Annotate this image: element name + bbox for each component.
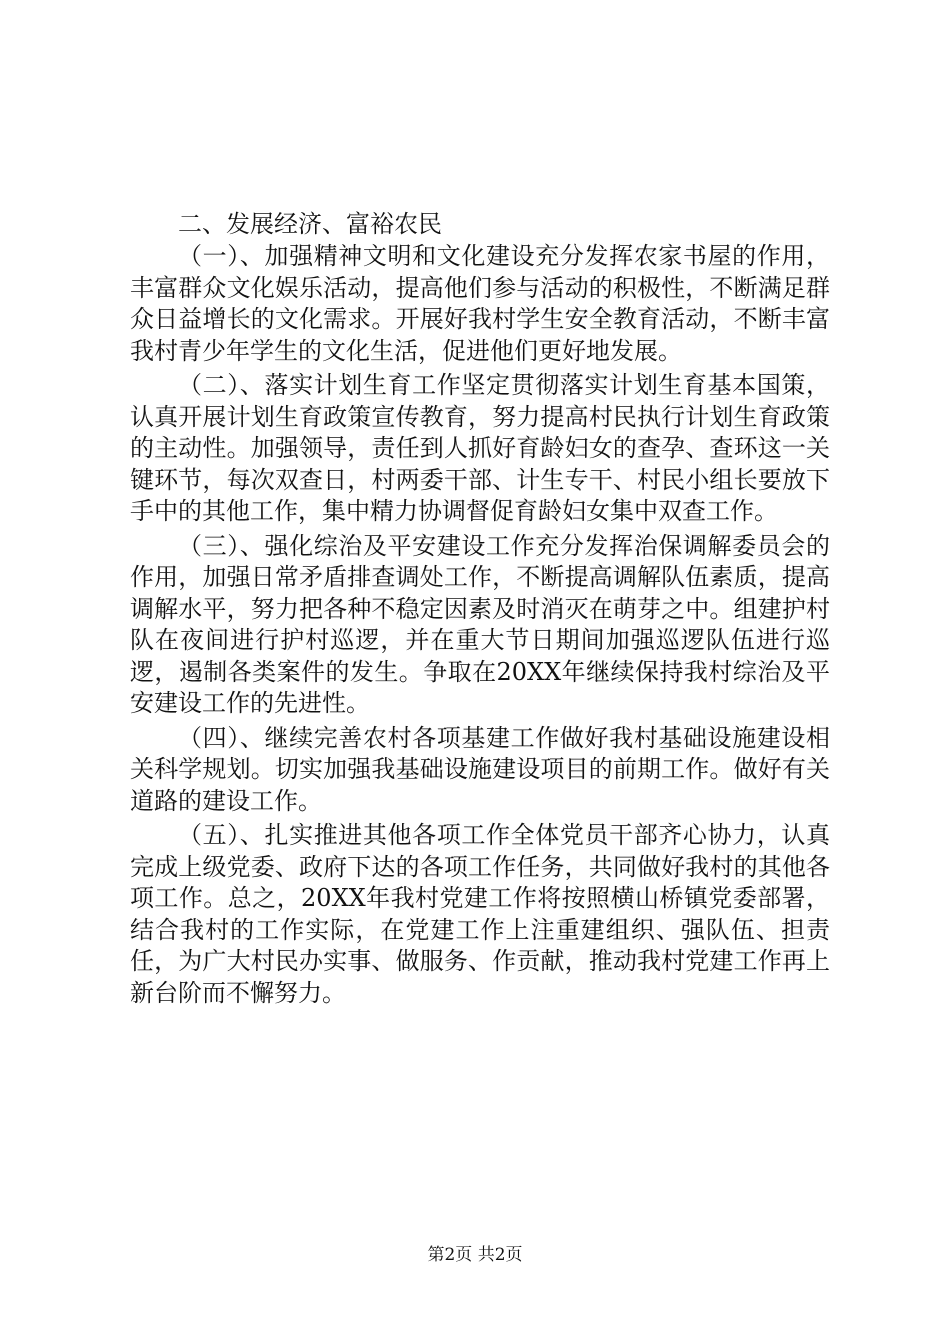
- paragraph-5: （五）、扎实推进其他各项工作全体党员干部齐心协力，认真完成上级党委、政府下达的各项工作任务，共同做好我村的其他各项工作。总之，20XX年我村党建工作将按照横山桥镇党委部署，结合我村的工作实际，在党建工作上注重建组织、强队伍、担责任，为广大村民办实事、做服务、作贡献，推动我村党建工作再上新台阶而不懈努力。: [130, 821, 830, 1007]
- document-body: [130, 207, 830, 1009]
- page-footer: 第2页 共2页: [427, 1245, 523, 1265]
- paragraph-1: （一）、加强精神文明和文化建设充分发挥农家书屋的作用，丰富群众文化娱乐活动，提高他们参与活动的积极性，不断满足群众日益增长的文化需求。开展好我村学生安全教育活动，不断丰富我村青少年学生的文化生活，促进他们更好地发展。: [130, 242, 830, 365]
- paragraph-3: （三）、强化综治及平安建设工作充分发挥治保调解委员会的作用，加强日常矛盾排查调处工作，不断提高调解队伍素质，提高调解水平，努力把各种不稳定因素及时消灭在萌芽之中。组建护村队在夜间进行护村巡逻，并在重大节日期间加强巡逻队伍进行巡逻，遏制各类案件的发生。争取在20XX年继续保持我村综治及平安建设工作的先进性。: [130, 531, 830, 717]
- section-heading: 二、发展经济、富裕农民: [178, 210, 442, 238]
- paragraph-2: （二）、落实计划生育工作坚定贯彻落实计划生育基本国策，认真开展计划生育政策宣传教育，努力提高村民执行计划生育政策的主动性。加强领导，责任到人抓好育龄妇女的查孕、查环这一关键环节，每次双查日，村两委干部、计生专干、村民小组长要放下手中的其他工作，集中精力协调督促育龄妇女集中双查工作。: [130, 371, 830, 525]
- paragraph-4: （四）、继续完善农村各项基建工作做好我村基础设施建设相关科学规划。切实加强我基础设施建设项目的前期工作。做好有关道路的建设工作。: [130, 723, 830, 815]
